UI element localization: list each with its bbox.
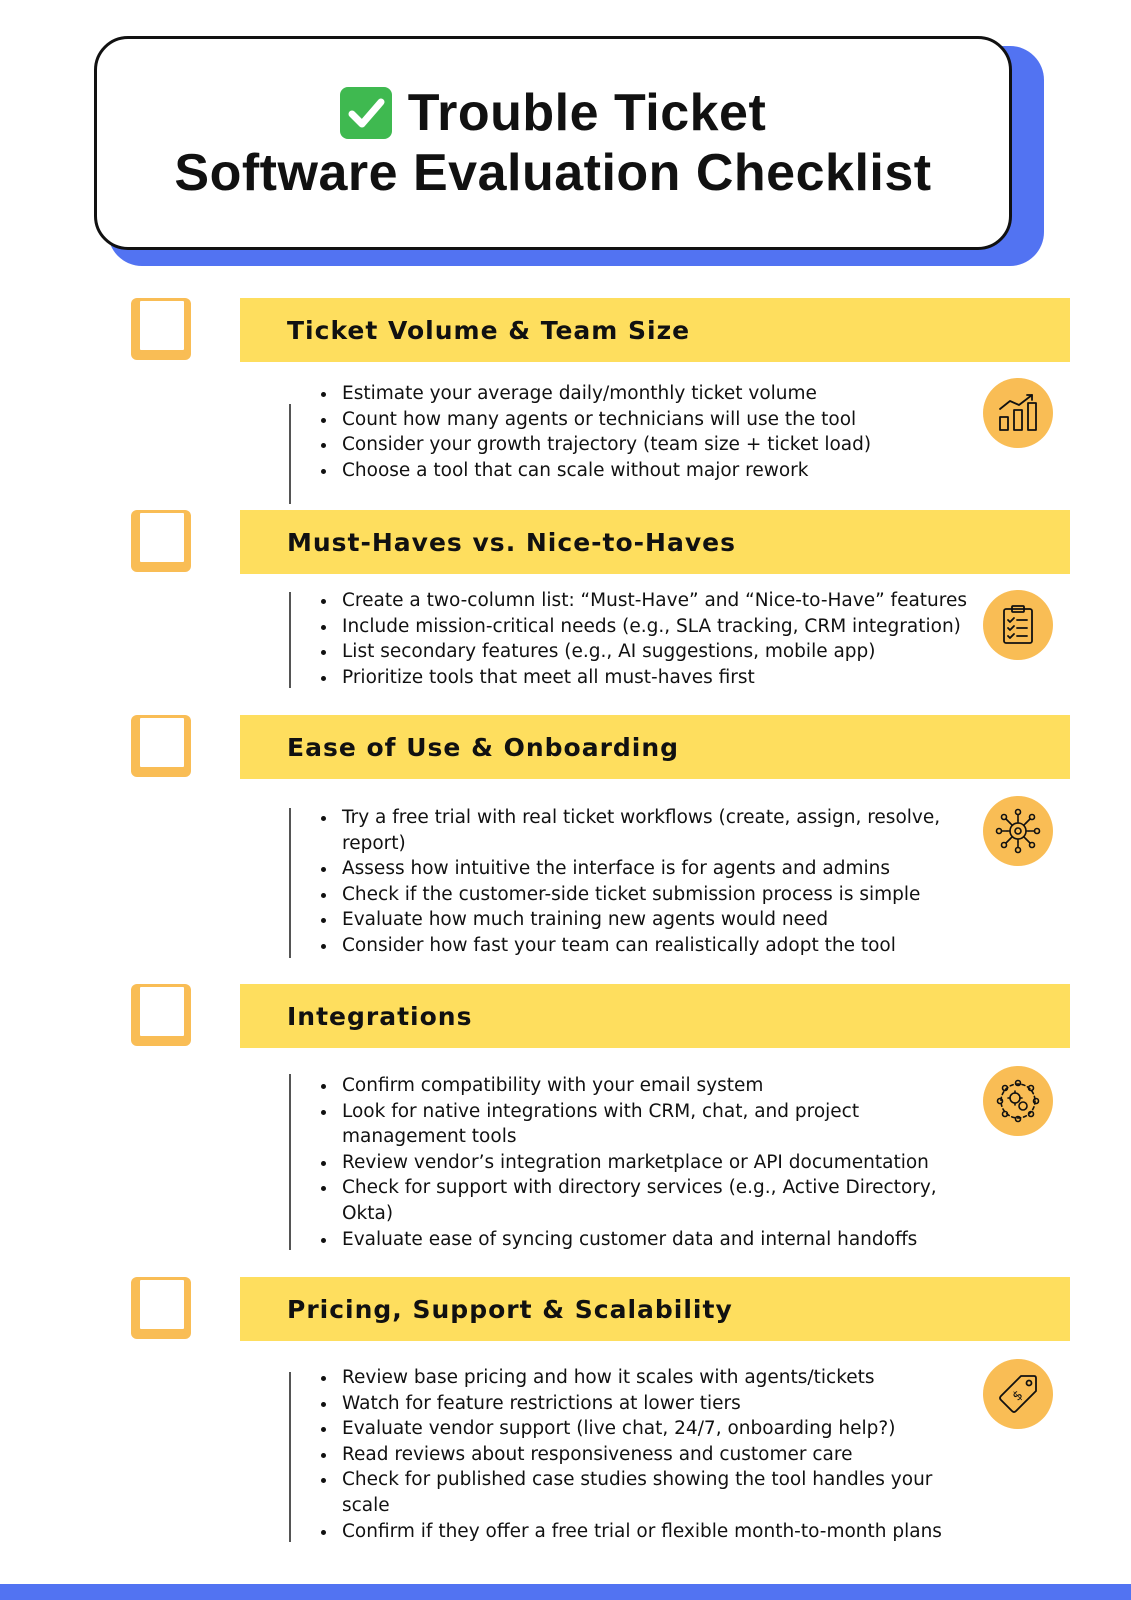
list-item: • Consider your growth trajectory (team size + ticket load) — [338, 432, 978, 458]
list-item: • Check for support with directory services (e.g., Active Directory, Okta) — [338, 1175, 978, 1226]
section-banner-ease-of-use — [240, 715, 1070, 779]
section-divider-line — [289, 1074, 291, 1250]
section-checkbox-ticket-volume[interactable] — [131, 298, 193, 362]
section-title: Ticket Volume & Team Size — [287, 315, 691, 345]
title-card — [94, 36, 1012, 250]
gear-network-icon — [983, 796, 1053, 866]
footer-bar — [0, 1584, 1131, 1600]
list-item: • Try a free trial with real ticket workflows (create, assign, resolve, report) — [338, 805, 978, 856]
list-item: • Create a two-column list: “Must-Have” and “Nice-to-Have” features — [338, 588, 978, 614]
section-title: Pricing, Support & Scalability — [287, 1294, 733, 1324]
section-checkbox-pricing[interactable] — [131, 1277, 193, 1341]
section-title: Integrations — [287, 1001, 473, 1031]
section-checkbox-ease-of-use[interactable] — [131, 715, 193, 779]
section-banner-ticket-volume — [240, 298, 1070, 362]
checkmark-icon — [340, 87, 392, 139]
section-bullet-list — [316, 805, 978, 959]
section-banner-must-haves — [240, 510, 1070, 574]
section-bullet-list — [316, 1073, 978, 1252]
list-item: • List secondary features (e.g., AI suggestions, mobile app) — [338, 639, 978, 665]
growth-chart-icon — [983, 378, 1053, 448]
section-banner-integrations — [240, 984, 1070, 1048]
list-item: • Check if the customer-side ticket submission process is simple — [338, 882, 978, 908]
section-checkbox-must-haves[interactable] — [131, 510, 193, 574]
list-item: • Check for published case studies showing the tool handles your scale — [338, 1467, 978, 1518]
clipboard-checklist-icon — [983, 590, 1053, 660]
list-item: • Consider how fast your team can realistically adopt the tool — [338, 933, 978, 959]
list-item: • Review vendor’s integration marketplace or API documentation — [338, 1150, 978, 1176]
integration-gears-icon — [983, 1066, 1053, 1136]
svg-text:$: $ — [1009, 1387, 1027, 1405]
list-item: • Evaluate how much training new agents would need — [338, 907, 978, 933]
list-item: • Evaluate ease of syncing customer data and internal handoffs — [338, 1227, 978, 1253]
section-bullet-list — [316, 588, 978, 690]
list-item: • Evaluate vendor support (live chat, 24/7, onboarding help?) — [338, 1416, 978, 1442]
section-title: Must-Haves vs. Nice-to-Haves — [287, 527, 736, 557]
section-bullet-list — [316, 381, 978, 483]
list-item: • Assess how intuitive the interface is for agents and admins — [338, 856, 978, 882]
list-item: • Count how many agents or technicians will use the tool — [338, 407, 978, 433]
section-divider-line — [289, 592, 291, 688]
list-item: • Include mission-critical needs (e.g., SLA tracking, CRM integration) — [338, 614, 978, 640]
section-banner-pricing — [240, 1277, 1070, 1341]
list-item: • Read reviews about responsiveness and customer care — [338, 1442, 978, 1468]
page-title-line-1 — [340, 83, 767, 143]
list-item: • Look for native integrations with CRM, chat, and project management tools — [338, 1099, 978, 1150]
price-tag-icon — [983, 1359, 1053, 1429]
section-checkbox-integrations[interactable] — [131, 984, 193, 1048]
list-item: • Confirm compatibility with your email system — [338, 1073, 978, 1099]
page-title-text-1: Trouble Ticket — [407, 84, 767, 142]
page-title-line-2: Software Evaluation Checklist — [174, 144, 932, 202]
list-item: • Watch for feature restrictions at lower tiers — [338, 1391, 978, 1417]
list-item: • Review base pricing and how it scales with agents/tickets — [338, 1365, 978, 1391]
section-bullet-list — [316, 1365, 978, 1544]
list-item: • Confirm if they offer a free trial or flexible month-to-month plans — [338, 1519, 978, 1545]
section-title: Ease of Use & Onboarding — [287, 732, 680, 762]
list-item: • Estimate your average daily/monthly ticket volume — [338, 381, 978, 407]
list-item: • Choose a tool that can scale without major rework — [338, 458, 978, 484]
section-divider-line — [289, 808, 291, 958]
section-divider-line — [289, 1372, 291, 1542]
list-item: • Prioritize tools that meet all must-haves first — [338, 665, 978, 691]
section-divider-line — [289, 404, 291, 504]
